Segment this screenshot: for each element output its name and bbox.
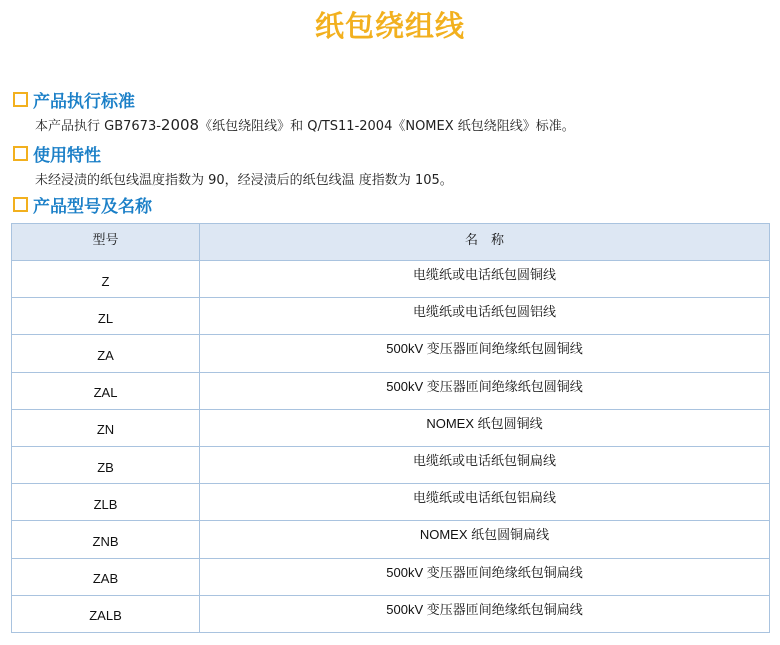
checkbox-square-icon xyxy=(13,92,28,107)
section-heading-label: 使用特性 xyxy=(33,145,101,166)
standard-text-part-1: 本产品执行 GB7673- xyxy=(35,119,161,134)
cell-model: ZN xyxy=(12,409,200,446)
cell-name: 500kV 变压器匝间绝缘纸包铜扁线 xyxy=(200,595,770,632)
header-model: 型号 xyxy=(12,224,200,261)
section-heading-models xyxy=(13,193,152,215)
cell-model: ZAL xyxy=(12,372,200,409)
cell-name: 500kV 变压器匝间绝缘纸包铜扁线 xyxy=(200,558,770,595)
cell-name: NOMEX 纸包圆铜扁线 xyxy=(200,521,770,558)
table-header-row xyxy=(12,224,770,261)
table-row xyxy=(12,446,770,483)
cell-name: 电缆纸或电话纸包铝扁线 xyxy=(200,484,770,521)
section-text-features: 未经浸渍的纸包线温度指数为 90，经浸渍后的纸包线温 度指数为 105。 xyxy=(35,173,453,188)
table-row xyxy=(12,521,770,558)
cell-model: ZLB xyxy=(12,484,200,521)
table-row xyxy=(12,335,770,372)
cell-model: Z xyxy=(12,261,200,298)
model-name-table xyxy=(11,223,770,633)
cell-name: 电缆纸或电话纸包圆铜线 xyxy=(200,261,770,298)
table-row xyxy=(12,595,770,632)
cell-model: ZA xyxy=(12,335,200,372)
table-row xyxy=(12,409,770,446)
table-row xyxy=(12,372,770,409)
header-name: 名 称 xyxy=(200,224,770,261)
standard-text-part-2: 《纸包绕阻线》和 Q/TS11-2004《NOMEX 纸包绕阻线》标准。 xyxy=(199,119,575,134)
cell-name: NOMEX 纸包圆铜线 xyxy=(200,409,770,446)
standard-text-year: 2008 xyxy=(160,116,200,134)
checkbox-square-icon xyxy=(13,197,28,212)
cell-model: ZALB xyxy=(12,595,200,632)
table-row xyxy=(12,298,770,335)
section-heading-features xyxy=(13,142,101,164)
cell-model: ZL xyxy=(12,298,200,335)
section-heading-label: 产品型号及名称 xyxy=(33,196,152,217)
cell-model: ZNB xyxy=(12,521,200,558)
section-text-standard xyxy=(35,115,575,134)
section-heading-standard xyxy=(13,88,135,110)
checkbox-square-icon xyxy=(13,146,28,161)
cell-name: 500kV 变压器匝间绝缘纸包圆铜线 xyxy=(200,372,770,409)
table-row xyxy=(12,261,770,298)
section-heading-label: 产品执行标准 xyxy=(33,91,135,112)
cell-model: ZAB xyxy=(12,558,200,595)
cell-name: 电缆纸或电话纸包圆铝线 xyxy=(200,298,770,335)
table-row xyxy=(12,484,770,521)
page-title: 纸包绕组线 xyxy=(314,9,465,43)
cell-model: ZB xyxy=(12,446,200,483)
table-row xyxy=(12,558,770,595)
cell-name: 500kV 变压器匝间绝缘纸包圆铜线 xyxy=(200,335,770,372)
cell-name: 电缆纸或电话纸包铜扁线 xyxy=(200,446,770,483)
